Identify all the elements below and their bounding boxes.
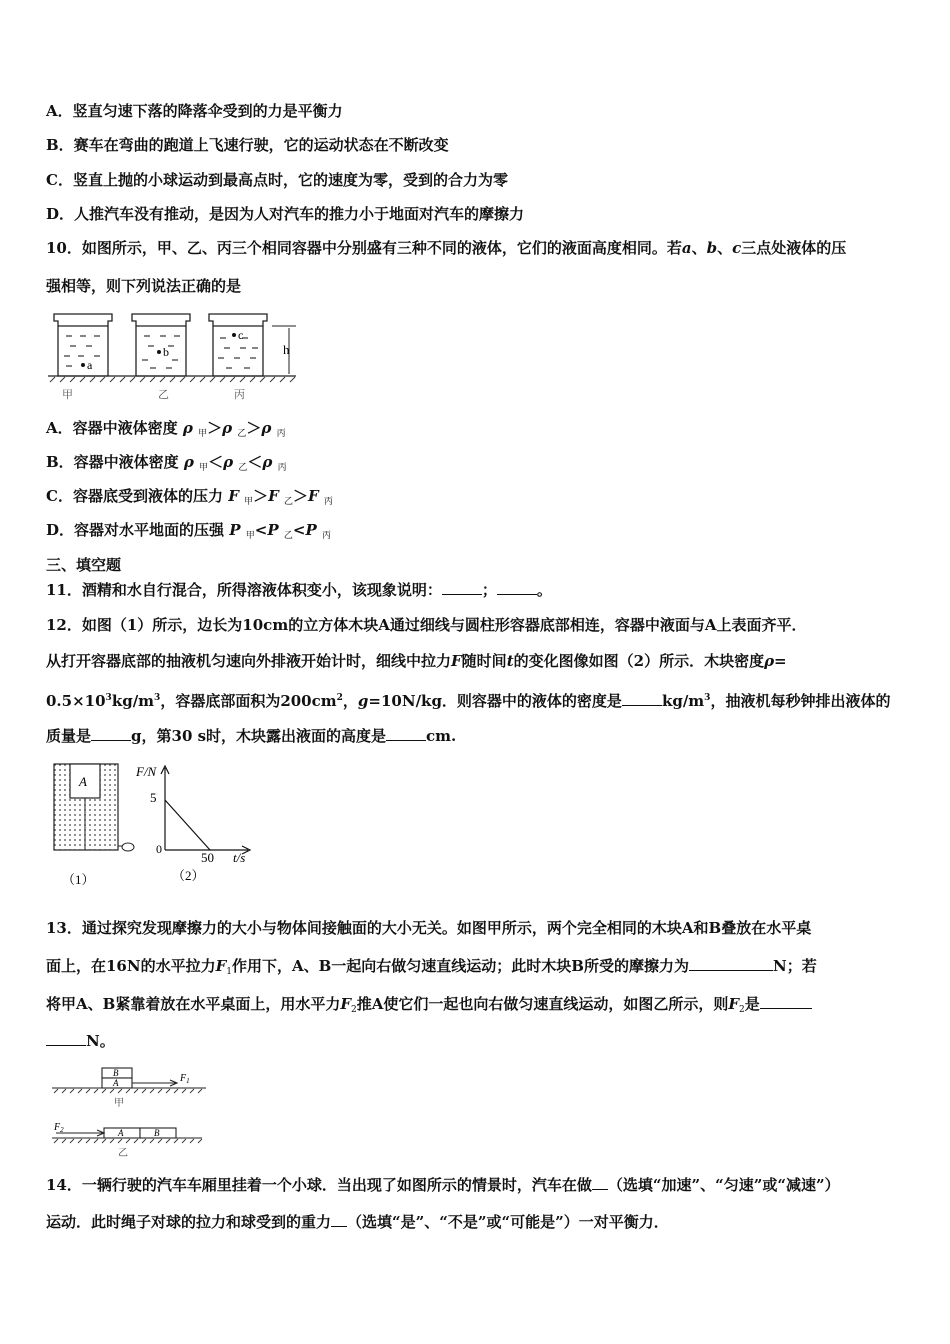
q13-blank-friction[interactable] bbox=[689, 956, 773, 971]
caption-fig2: （2） bbox=[172, 868, 205, 883]
x-axis-label: t/s bbox=[233, 850, 246, 865]
q11-blank-1[interactable] bbox=[442, 580, 482, 595]
y-axis-label: F/N bbox=[136, 764, 157, 779]
label-point-c: c bbox=[238, 328, 244, 342]
q9-option-d: D．人推汽车没有推动，是因为人对汽车的推力小于地面对汽车的摩擦力 bbox=[46, 205, 525, 223]
q9-option-c: C．竖直上抛的小球运动到最高点时，它的速度为零，受到的合力为零 bbox=[46, 171, 508, 189]
q12-blank-mass[interactable] bbox=[91, 726, 131, 741]
x-tick-50: 50 bbox=[201, 850, 214, 865]
label-b-top: B bbox=[113, 1068, 119, 1078]
q12-blank-height[interactable] bbox=[386, 726, 426, 741]
q10-stem-line1: 10．如图所示，甲、乙、丙三个相同容器中分别盛有三种不同的液体，它们的液面高度相同。若a、b、c三点处液体的压 bbox=[46, 239, 847, 257]
label-a-side: A bbox=[118, 1128, 124, 1138]
label-block-a: A bbox=[79, 774, 87, 789]
caption-yi: 乙 bbox=[118, 1148, 128, 1159]
caption-jia: 甲 bbox=[62, 389, 73, 401]
q13-line3: 将甲A、B紧靠着放在水平桌面上，用水平力$F_2$推A使它们一起也向右做匀速直线运动，如图乙所示，则$F_2$是 bbox=[46, 994, 812, 1020]
section-title: 三、填空题 bbox=[46, 556, 122, 574]
label-point-b: b bbox=[163, 345, 169, 359]
origin-label: 0 bbox=[156, 842, 162, 856]
label-f1: $F_1$ bbox=[180, 1073, 190, 1085]
q11-text: 11．酒精和水自行混合，所得溶液体积变小，该现象说明： ； 。 bbox=[46, 581, 552, 599]
pump-outlet bbox=[122, 843, 134, 851]
q14-line1: 14．一辆行驶的汽车车厢里挂着一个小球．当出现了如图所示的情景时，汽车在做 （选填“加速”、“匀速”或“减速”） bbox=[46, 1176, 840, 1194]
q9-option-b: B．赛车在弯曲的跑道上飞速行驶，它的运动状态在不断改变 bbox=[46, 136, 449, 154]
caption-jia: 甲 bbox=[114, 1098, 124, 1109]
q13-blank-f2-part1[interactable] bbox=[760, 994, 812, 1009]
label-b-side: B bbox=[154, 1128, 160, 1138]
q10-option-a: A．容器中液体密度 ρ $_甲$＞ρ $_乙$＞ρ $_丙$ bbox=[46, 419, 286, 439]
label-a-top: A bbox=[113, 1078, 119, 1088]
caption-fig1: （1） bbox=[62, 872, 95, 887]
q14-blank-motion[interactable] bbox=[592, 1175, 608, 1190]
q12-line3: $0.5\times 10^3kg/m^3$，容器底部面积为$200cm^2$，g=10N/kg．则容器中的液体的密度是 $kg/m^3$，抽液机每秒钟排出液体的 bbox=[46, 692, 891, 710]
q11-blank-2[interactable] bbox=[497, 580, 537, 595]
caption-bing: 丙 bbox=[234, 389, 245, 401]
q12-blank-density[interactable] bbox=[622, 691, 662, 706]
force-line bbox=[165, 800, 210, 850]
point-c-dot bbox=[232, 333, 236, 337]
q14-blank-balance[interactable] bbox=[331, 1212, 347, 1227]
label-height-h: h bbox=[283, 342, 290, 357]
q14-line2: 运动．此时绳子对球的拉力和球受到的重力 （选填“是”、“不是”或“可能是”）一对平衡力． bbox=[46, 1213, 669, 1231]
q10-option-d: D．容器对水平地面的压强 P $_甲$<P $_乙$<P $_丙$ bbox=[46, 521, 331, 541]
q12-line1: 12．如图（1）所示，边长为10cm的立方体木块A通过细线与圆柱形容器底部相连，容器中液面与A上表面齐平． bbox=[46, 616, 807, 634]
q10-option-b: B．容器中液体密度 ρ $_甲$＜ρ $_乙$＜ρ $_丙$ bbox=[46, 453, 287, 473]
q10-containers-figure bbox=[46, 308, 306, 403]
q12-line4: 质量是 g，第30 s时，木块露出液面的高度是 cm. bbox=[46, 727, 457, 745]
q13-blank-f2-part2[interactable] bbox=[46, 1031, 86, 1046]
q12-figure bbox=[48, 758, 278, 893]
q13-figure bbox=[48, 1060, 218, 1160]
q13-line1: 13．通过探究发现摩擦力的大小与物体间接触面的大小无关。如图甲所示，两个完全相同的木块A和B叠放在水平桌 bbox=[46, 919, 812, 937]
y-tick-5: 5 bbox=[150, 790, 157, 805]
q13-line2: 面上，在16N的水平拉力$F_1$作用下，A、B一起向右做匀速直线运动；此时木块B所受的摩擦力为 N；若 bbox=[46, 957, 817, 977]
q13-line4: N。 bbox=[46, 1031, 115, 1051]
point-a-dot bbox=[81, 363, 85, 367]
q10-stem-line2: 强相等，则下列说法正确的是 bbox=[46, 277, 242, 295]
label-point-a: a bbox=[87, 358, 93, 372]
point-b-dot bbox=[157, 350, 161, 354]
label-f2: $F_2$ bbox=[54, 1122, 64, 1134]
q9-option-a: A．竖直匀速下落的降落伞受到的力是平衡力 bbox=[46, 102, 343, 120]
q12-line2: 从打开容器底部的抽液机匀速向外排液开始计时，细线中拉力F随时间t的变化图像如图（2）所示．木块密度ρ= bbox=[46, 652, 787, 670]
caption-yi: 乙 bbox=[158, 389, 169, 401]
q10-option-c: C．容器底受到液体的压力 F $_甲$＞F $_乙$＞F $_丙$ bbox=[46, 487, 333, 507]
